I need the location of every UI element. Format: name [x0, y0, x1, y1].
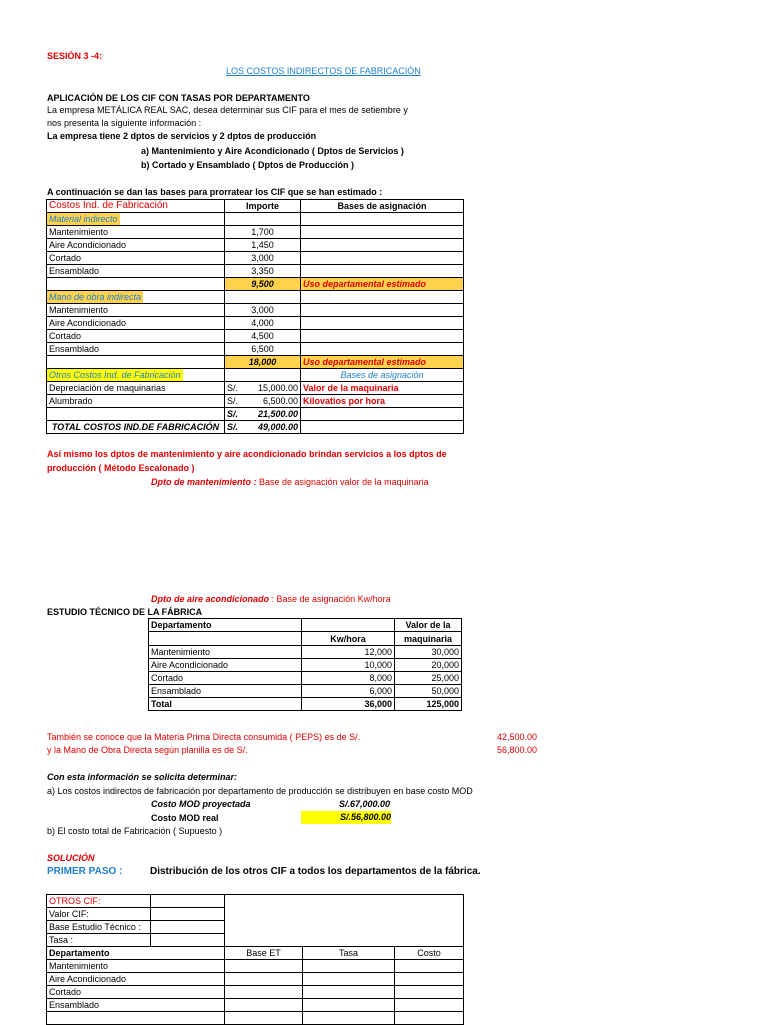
cif-table — [46, 199, 464, 434]
table-row: Mantenimiento — [47, 960, 464, 973]
grand-total-label: TOTAL COSTOS IND.DE FABRICACIÓN — [47, 421, 225, 434]
sol-col-costo: Costo — [395, 947, 464, 960]
mod-value: 56,800.00 — [497, 745, 538, 755]
mano-obra-total: 18,000 — [225, 356, 301, 369]
mant-basis-note: Dpto de mantenimiento : Base de asignación valor de la maquinaria — [151, 477, 429, 487]
cif-header-concept: Costos Ind. de Fabricación — [47, 200, 225, 213]
solution-table — [46, 894, 464, 1025]
mano-obra-indirecta-label: Mano de obra indirecta — [49, 292, 142, 302]
table-row: Depreciación de maquinarias S/. 15,000.00 Valor de la maquinaria — [47, 382, 464, 395]
base-estudio-label: Base Estudio Técnico : — [47, 921, 151, 934]
mano-obra-total-row — [47, 356, 464, 369]
table-row: Ensamblado 6,500 — [47, 343, 464, 356]
questions-heading: Con esta información se solicita determinar: — [47, 772, 238, 782]
page-title: LOS COSTOS INDIRECTOS DE FABRICACIÓN — [226, 66, 421, 76]
services-note-line-2: producción ( Método Escalonado ) — [47, 463, 195, 473]
tasa-label: Tasa : — [47, 934, 151, 947]
intro-item-b: b) Cortado y Ensamblado ( Dptos de Producción ) — [141, 160, 355, 170]
intro-heading: APLICACIÓN DE LOS CIF CON TASAS POR DEPARTAMENTO — [47, 93, 310, 103]
study-col-kw: Kw/hora — [302, 632, 395, 646]
aire-basis-note: Dpto de aire acondicionado : Base de asignación Kw/hora — [151, 594, 391, 604]
intro-line-3: La empresa tiene 2 dptos de servicios y 2 dptos de producción — [47, 131, 317, 141]
sol-col-tasa: Tasa — [303, 947, 395, 960]
grand-total: 49,000.00 — [257, 422, 298, 432]
mod-text: y la Mano de Obra Directa según planilla es de S/. — [47, 745, 248, 755]
intro-line-1: La empresa METÁLICA REAL SAC, desea determinar sus CIF para el mes de setiembre y — [47, 105, 408, 115]
table-row: Aire Acondicionado 1,450 — [47, 239, 464, 252]
table-row: Mantenimiento 1,700 — [47, 226, 464, 239]
table-row: Mantenimiento 3,000 — [47, 304, 464, 317]
grand-total-row: TOTAL COSTOS IND.DE FABRICACIÓN S/. 49,000.00 — [47, 421, 464, 434]
study-col-val-1: Valor de la — [395, 619, 462, 632]
study-col-dept: Departamento — [149, 619, 302, 632]
material-total-row — [47, 278, 464, 291]
mpd-value: 42,500.00 — [497, 732, 538, 742]
solution-label: SOLUCIÓN — [47, 853, 95, 863]
otros-total-row: S/. 21,500.00 — [47, 408, 464, 421]
material-total: 9,500 — [225, 278, 301, 291]
study-total-row: Total 36,000 125,000 — [149, 698, 462, 711]
table-row: Aire Acondicionado 4,000 — [47, 317, 464, 330]
intro-item-a: a) Mantenimiento y Aire Acondicionado ( Dptos de Servicios ) — [141, 146, 404, 156]
mano-obra-basis: Uso departamental estimado — [301, 356, 464, 369]
table-row: Ensamblado — [47, 999, 464, 1012]
otros-costos-label: Otros Costos Ind. de Fabricación — [49, 370, 181, 380]
question-a: a) Los costos indirectos de fabricación por departamento de producción se distribuyen en base costo MOD — [47, 786, 473, 796]
question-b: b) El costo total de Fabricación ( Supuesto ) — [47, 826, 223, 836]
valor-cif-label: Valor CIF: — [47, 908, 151, 921]
table-row: Aire Acondicionado 10,000 20,000 — [149, 659, 462, 672]
otros-total: 21,500.00 — [257, 409, 298, 419]
table-row: Cortado 8,000 25,000 — [149, 672, 462, 685]
services-note-line-1: Así mismo los dptos de mantenimiento y aire acondicionado brindan servicios a los dptos de — [47, 449, 447, 459]
first-step-desc: Distribución de los otros CIF a todos los departamentos de la fábrica. — [150, 866, 481, 877]
study-heading: ESTUDIO TÉCNICO DE LA FÁBRICA — [47, 607, 203, 617]
sol-col-base: Base ET — [225, 947, 303, 960]
sol-col-dept: Departamento — [47, 947, 225, 960]
bases-intro: A continuación se dan las bases para prorratear los CIF que se han estimado : — [47, 187, 383, 197]
material-basis: Uso departamental estimado — [301, 278, 464, 291]
cif-header-row — [47, 200, 464, 213]
table-row: Cortado 4,500 — [47, 330, 464, 343]
table-row: Cortado 3,000 — [47, 252, 464, 265]
mod-real-label: Costo MOD real — [151, 813, 219, 823]
cif-header-amount: Importe — [225, 200, 301, 213]
table-row: Mantenimiento 12,000 30,000 — [149, 646, 462, 659]
otros-cif-label: OTROS CIF: — [47, 895, 151, 908]
study-table — [148, 618, 462, 711]
table-row: Cortado — [47, 986, 464, 999]
intro-line-2: nos presenta la siguiente información : — [47, 118, 202, 128]
mod-proj-label: Costo MOD proyectada — [151, 799, 251, 809]
mod-real-value: S/.56,800.00 — [301, 811, 391, 824]
mod-proj-value: S/.67,000.00 — [339, 799, 391, 809]
table-row: Aire Acondicionado — [47, 973, 464, 986]
material-indirecto-label: Material indirecto — [49, 214, 118, 224]
cif-header-basis: Bases de asignación — [301, 200, 464, 213]
mpd-text: También se conoce que la Materia Prima Directa consumida ( PEPS) es de S/. — [47, 732, 361, 742]
first-step-label: PRIMER PASO : — [47, 866, 123, 877]
otros-basis-header: Bases de asignación — [301, 369, 464, 382]
table-row: Ensamblado 6,000 50,000 — [149, 685, 462, 698]
session-label: SESIÓN 3 -4: — [47, 51, 103, 61]
table-row: Alumbrado S/. 6,500.00 Kilovatios por hora — [47, 395, 464, 408]
study-col-val-2: maquinaria — [395, 632, 462, 646]
table-row: Ensamblado 3,350 — [47, 265, 464, 278]
